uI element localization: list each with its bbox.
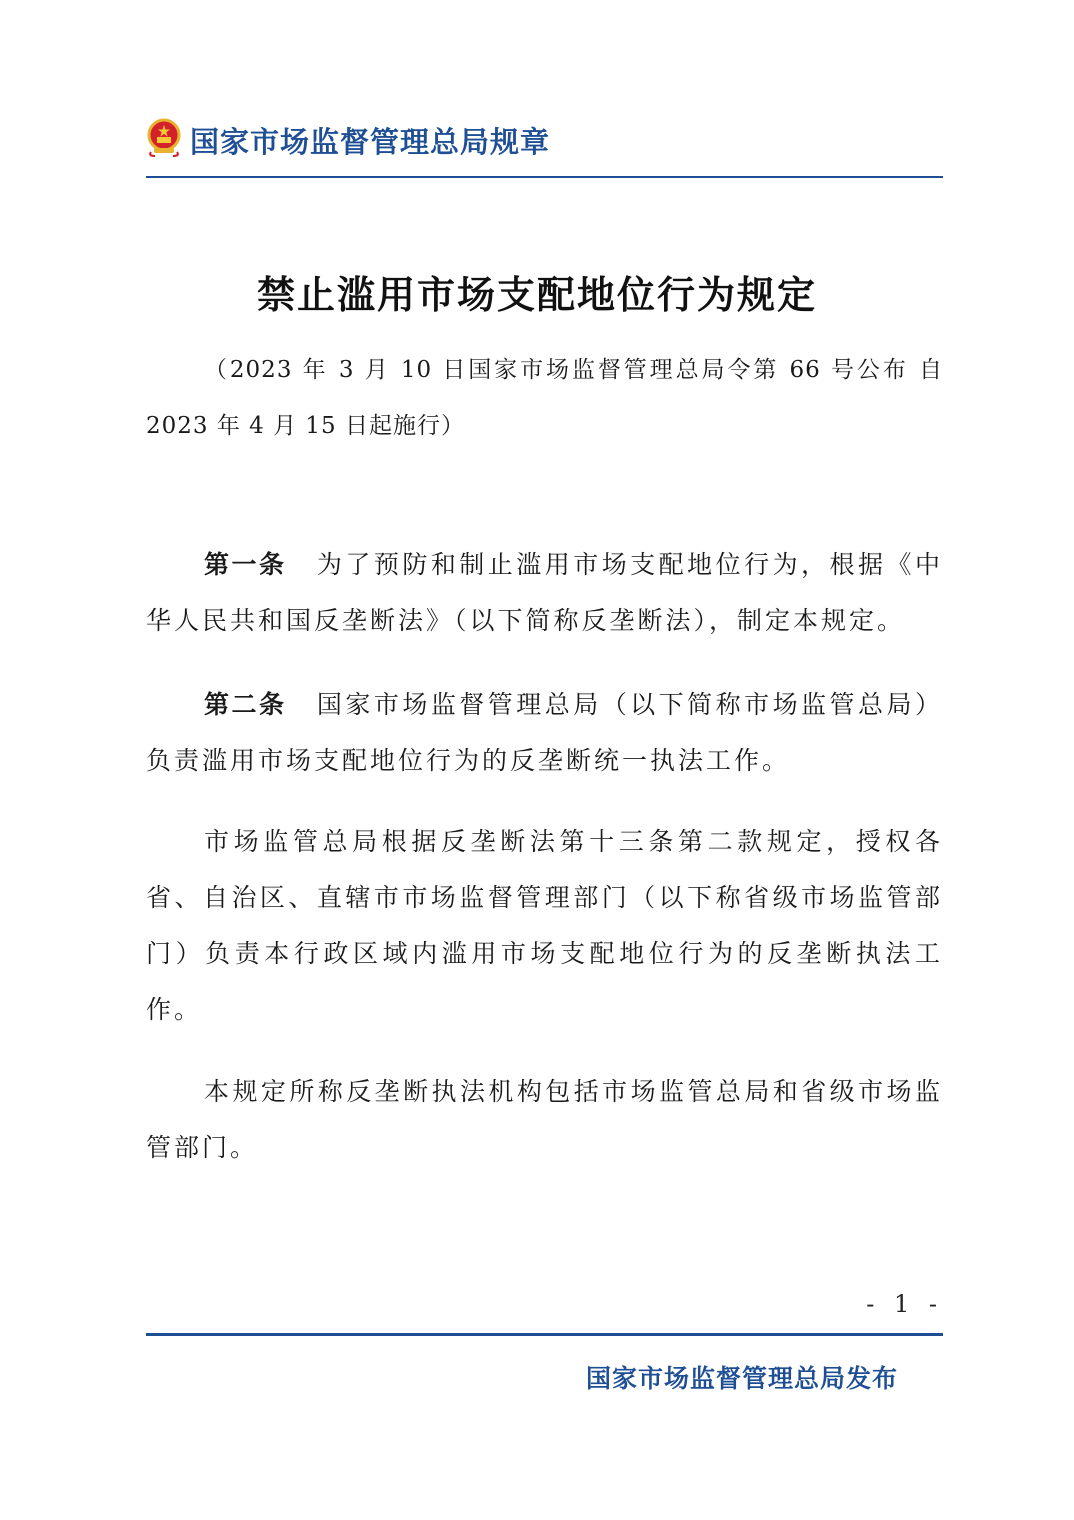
header-divider xyxy=(146,176,943,178)
article-text: 国家市场监督管理总局（以下简称市场监管总局）负责滥用市场支配地位行为的反垄断统一执法工作。 xyxy=(146,690,943,775)
article-1 xyxy=(146,537,943,649)
header-title: 国家市场监督管理总局规章 xyxy=(190,125,551,159)
article-2 xyxy=(146,677,943,789)
paragraph: 本规定所称反垄断执法机构包括市场监管总局和省级市场监管部门。 xyxy=(146,1077,943,1162)
publisher-label: 国家市场监督管理总局发布 xyxy=(585,1364,898,1393)
paragraph: 市场监管总局根据反垄断法第十三条第二款规定，授权各省、自治区、直辖市市场监督管理部门（以下称省级市场监管部门）负责本行政区域内滥用市场支配地位行为的反垄断执法工作。 xyxy=(146,827,943,1024)
footer-divider xyxy=(146,1333,943,1336)
page-number: - 1 - xyxy=(866,1290,943,1318)
article-number: 第二条 xyxy=(204,690,287,719)
article-text: 为了预防和制止滥用市场支配地位行为，根据《中华人民共和国反垄断法》（以下简称反垄断法），制定本规定。 xyxy=(146,550,943,635)
publication-note: （2023 年 3 月 10 日国家市场监督管理总局令第 66 号公布 自 2023 年 4 月 15 日起施行） xyxy=(146,357,943,439)
document-title: 禁止滥用市场支配地位行为规定 xyxy=(256,273,817,317)
national-emblem-icon xyxy=(146,118,182,158)
article-number: 第一条 xyxy=(204,550,287,579)
document-header xyxy=(146,116,943,160)
